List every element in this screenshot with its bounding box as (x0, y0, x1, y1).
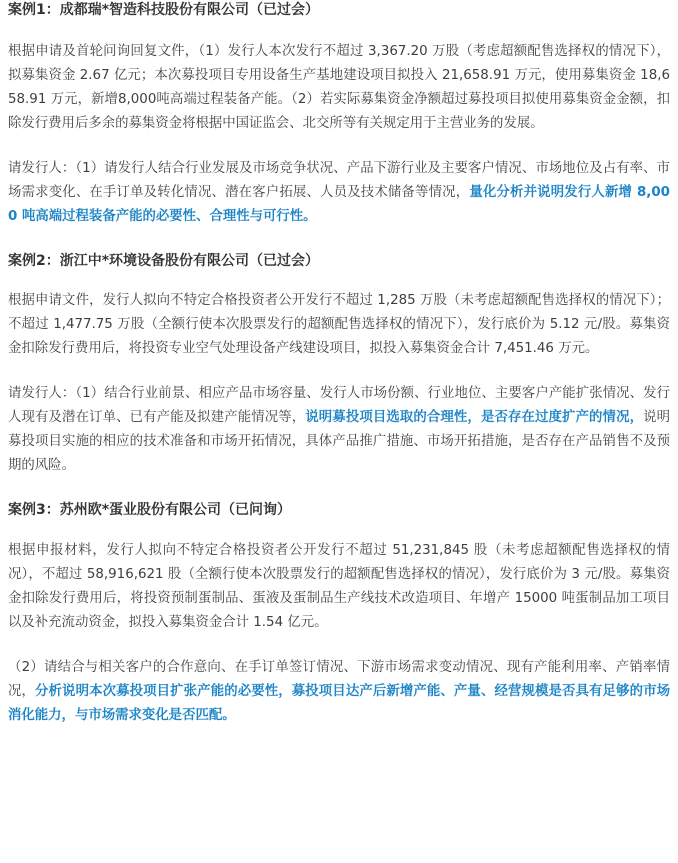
case2-title: 案例2：浙江中*环境设备股份有限公司（已过会） (8, 253, 320, 269)
case2-question-tail: 说明募投项目实施的相应的技术准备和市场开拓情况，具体产品推广措施、市场开拓措施，是否存在产品销售不及预期的风险。 (8, 410, 671, 473)
case1-question-paragraph (8, 157, 670, 229)
case2-question-highlight: 说明募投项目选取的合理性，是否存在过度扩产的情况， (305, 410, 644, 425)
case3-question-paragraph (8, 656, 670, 728)
case2-question-text: 请发行人：（1）结合行业前景、相应产品市场容量、发行人市场份额、行业地位、主要客户产能扩张情况、发行人现有及潜在订单、已有产能及拟建产能情况等， (8, 386, 670, 425)
case1-question-text: 请发行人：（1）请发行人结合行业发展及市场竞争状况、产品下游行业及主要客户情况、市场地位及占有率、市场需求变化、在手订单及转化情况、潜在客户拓展、人员及技术储备等情况， (8, 161, 670, 200)
case2-question-paragraph (8, 382, 670, 478)
case3-title: 案例3：苏州欧*蛋业股份有限公司（已问询） (8, 502, 292, 518)
case2-background-paragraph: 根据申请文件，发行人拟向不特定合格投资者公开发行不超过 1,285 万股（未考虑超额配售选择权的情况下）；不超过 1,477.75 万股（全额行使本次股票发行的超额配售选择权的情况下），发行底价为 5.12 元/股。募集资金扣除发行费用后，将投资专业空气处理设备产线建设项目，拟投入募集资金合计 7,451.46 万元。 (8, 293, 670, 356)
case3-question-text: （2）请结合与相关客户的合作意向、在手订单签订情况、下游市场需求变动情况、现有产能利用率、产销率情况， (8, 660, 670, 699)
case3-background-paragraph: 根据申报材料，发行人拟向不特定合格投资者公开发行不超过 51,231,845 股（未考虑超额配售选择权的情况），不超过 58,916,621 股（全额行使本次股票发行的超额配售选择权的情况），发行底价为 3 元/股。募集资金扣除发行费用后，将投资预制蛋制品、蛋液及蛋制品生产线技术改造项目、年增产 15000 吨蛋制品加工项目以及补充流动资金，拟投入募集资金合计 1.54 亿元。 (8, 543, 670, 630)
case1-question-highlight: 量化分析并说明发行人新增 8,000 吨高端过程装备产能的必要性、合理性与可行性。 (8, 185, 671, 224)
case1-title: 案例1：成都瑞*智造科技股份有限公司（已过会） (8, 2, 320, 18)
case1-background-paragraph: 根据申请及首轮问询回复文件，（1）发行人本次发行不超过 3,367.20 万股（考虑超额配售选择权的情况下），拟募集资金 2.67 亿元；本次募投项目专用设备生产基地建设项目拟投入 21,658.91 万元，使用募集资金 18,658.91 万元，新增8,000吨高端过程装备产能。（2）若实际募集资金净额超过募投项目拟使用募集资金金额，扣除发行费用后多余的募集资金将根据中国证监会、北交所等有关规定用于主营业务的发展。 (8, 44, 670, 131)
case3-question-highlight: 分析说明本次募投项目扩张产能的必要性，募投项目达产后新增产能、产量、经营规模是否具有足够的市场消化能力，与市场需求变化是否匹配。 (8, 684, 671, 723)
